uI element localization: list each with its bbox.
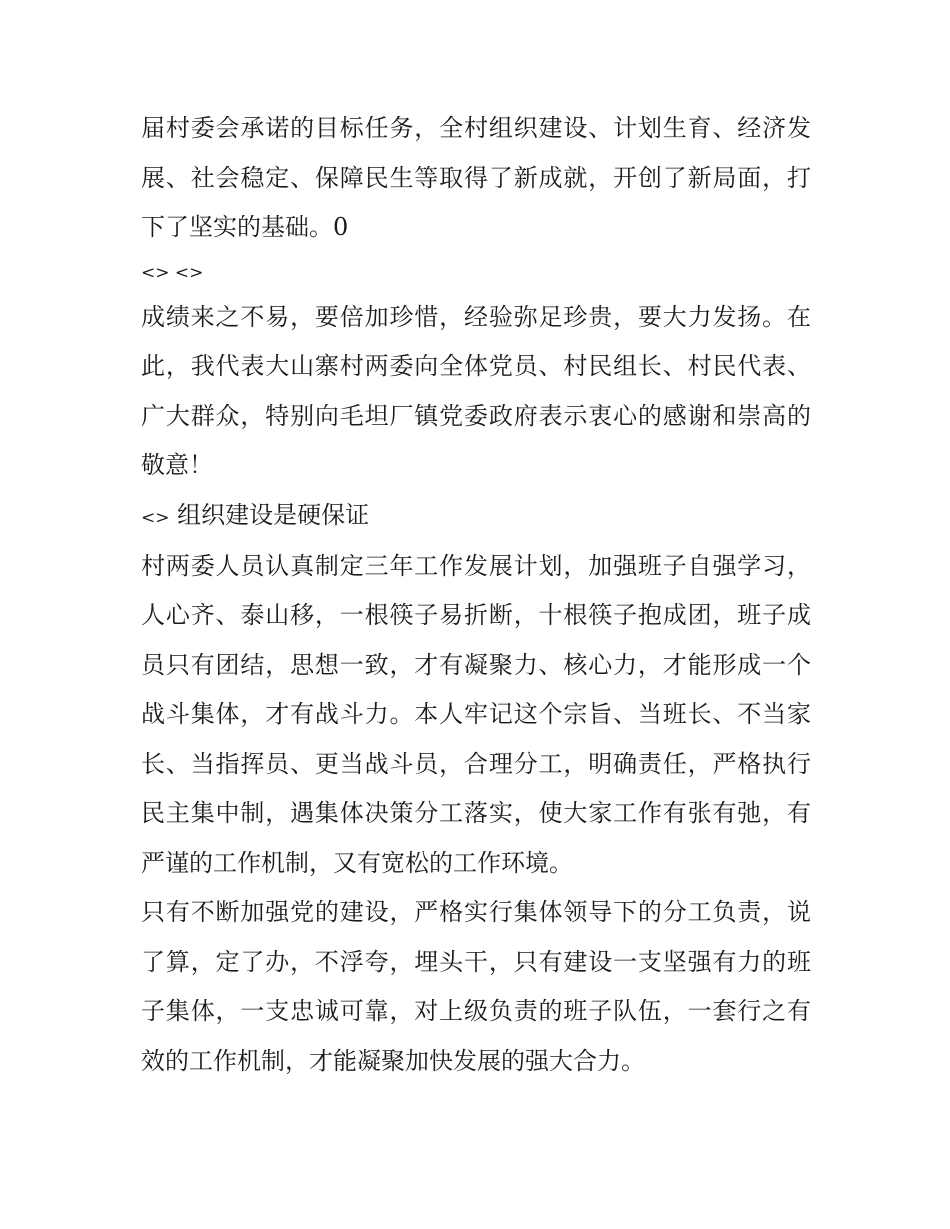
section-heading-mark: <> [141,507,170,528]
marker-line: <> <> [141,262,204,283]
document-body [141,104,811,1086]
paragraph-gratitude: 成绩来之不易，要倍加珍惜，经验弥足珍贵，要大力发扬。在此，我代表大山寨村两委向全体党员、村民组长、村民代表、广大群众，特别向毛坦厂镇党委政府表示衷心的感谢和崇高的敬意！ [141,302,811,479]
section-heading-text: 组织建设是硬保证 [177,500,370,529]
paragraph-achievements: 届村委会承诺的目标任务，全村组织建设、计划生育、经济发展、社会稳定、保障民生等取得了新成就，开创了新局面，打下了坚实的基础。0 [141,114,811,241]
paragraph-party-building: 只有不断加强党的建设，严格实行集体领导下的分工负责，说了算，定了办，不浮夸，埋头干，只有建设一支坚强有力的班子集体，一支忠诚可靠，对上级负责的班子队伍，一套行之有效的工作机制，才能凝聚加快发展的强大合力。 [141,898,811,1075]
paragraph-team-building: 村两委人员认真制定三年工作发展计划，加强班子自强学习，人心齐、泰山移，一根筷子易折断，十根筷子抱成团，班子成员只有团结，思想一致，才有凝聚力、核心力，才能形成一个战斗集体，才有战斗力。本人牢记这个宗旨、当班长、不当家长、当指挥员、更当战斗员，合理分工，明确责任，严格执行民主集中制，遇集体决策分工落实，使大家工作有张有弛，有严谨的工作机制，又有宽松的工作环境。 [141,551,811,877]
section-heading [141,491,811,542]
